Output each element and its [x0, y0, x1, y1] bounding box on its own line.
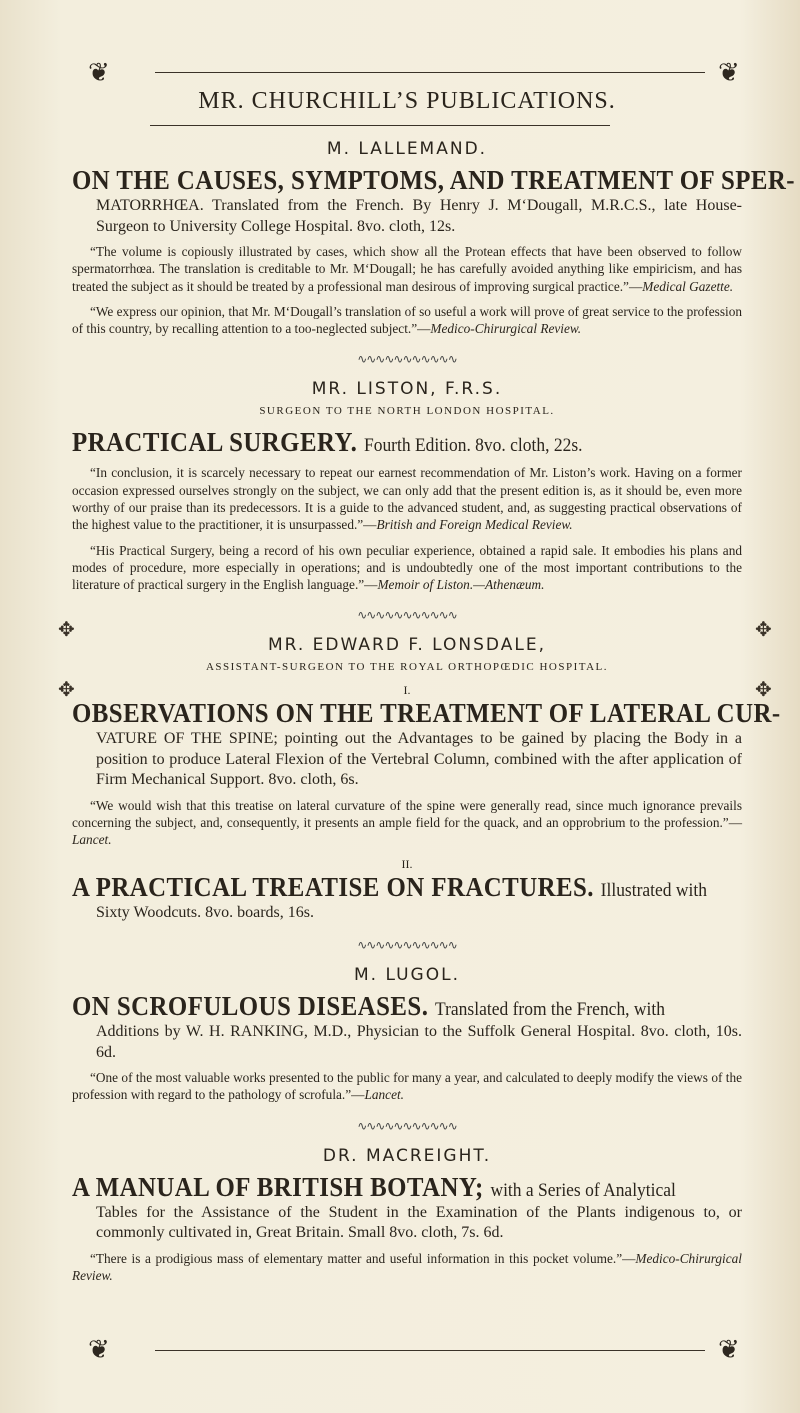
corner-ornament-icon: ❦	[88, 1335, 110, 1364]
book-description: Additions by W. H. RANKING, M.D., Physician to the Suffolk General Hospital. 8vo. cloth, 10s. 6d.	[96, 1023, 742, 1061]
publication-macreight	[72, 1146, 742, 1285]
wavy-divider: ∿∿∿∿∿∿∿∿∿∿∿	[357, 352, 457, 367]
book-description: MATORRHŒA. Translated from the French. By Henry J. M‘Dougall, M.R.C.S., late House-Surgeon to University College Hospital. 8vo. cloth, 12s.	[96, 197, 742, 235]
review-quote: “We express our opinion, that Mr. M‘Dougall’s translation of so useful a work will prove of great service to the profession of this country, by recalling attention to a too-neglected subject.”—Medico-Chirurgical Review.	[72, 303, 742, 337]
book-title: OBSERVATIONS ON THE TREATMENT OF LATERAL CUR-	[72, 698, 781, 729]
author-name: MR. LISTON, F.R.S.	[311, 379, 503, 400]
book-title: ON THE CAUSES, SYMPTOMS, AND TREATMENT OF SPER-	[72, 165, 796, 195]
review-quote: “The volume is copiously illustrated by cases, which show all the Protean effects that have been observed to follow spermatorrhœa. The translation is creditable to Mr. M‘Dougall; he has carefully avoided anything like empiricism, and has treated the subject as it should be treated by a professional man desirous of improving surgical practice.”—Medical Gazette.	[72, 243, 742, 294]
work-numeral: I.	[403, 683, 411, 698]
book-description: Tables for the Assistance of the Student in the Examination of the Plants indigenous to, or commonly cultivated in, Great Britain. Small 8vo. cloth, 7s. 6d.	[96, 1203, 742, 1242]
page-header: MR. CHURCHILL’S PUBLICATIONS.	[198, 88, 616, 114]
review-source: Medical Gazette.	[642, 278, 734, 294]
review-quote: “His Practical Surgery, being a record of his own peculiar experience, obtained a rapid sale. It embodies his plans and modes of procedure, more especially in operations; and is undoubtedly one of the most important contributions to the literature of practical surgery in the English language.”—Memoir of Liston.—Athenæum.	[72, 542, 742, 593]
author-name: DR. MACREIGHT.	[322, 1145, 492, 1166]
review-source: Memoir of Liston.—Athenæum.	[377, 577, 545, 593]
publications-list	[72, 82, 796, 1292]
wavy-divider: ∿∿∿∿∿∿∿∿∿∿∿	[357, 1118, 457, 1133]
publication-lugol	[72, 965, 742, 1104]
author-name: M. LUGOL.	[354, 965, 460, 986]
publication-lallemand	[72, 139, 796, 337]
publication-liston	[72, 379, 742, 593]
top-border-rule	[155, 72, 705, 73]
wavy-divider: ∿∿∿∿∿∿∿∿∿∿∿	[357, 608, 457, 623]
side-ornament-icon: ✥	[58, 619, 75, 641]
publication-lonsdale	[72, 635, 781, 923]
corner-ornament-icon: ❦	[718, 1335, 740, 1364]
review-source: Lancet.	[72, 832, 112, 848]
review-quote: “In conclusion, it is scarcely necessary to repeat our earnest recommendation of Mr. Liston’s work. Having on a former occasion expressed ourselves strongly on the subject, we can only add that the present edition is, as it should be, even more worthy of our praise than its predecessors. It is a guide to the advanced student, and, as suggesting practical observations of the highest value to the practitioner, it is unsurpassed.”—British and Foreign Medical Review.	[72, 465, 742, 533]
work-numeral: II.	[401, 856, 413, 871]
book-title: A PRACTICAL TREATISE ON FRACTURES. Illustrated with	[72, 871, 707, 902]
side-ornament-icon: ✥	[58, 679, 75, 701]
side-ornament-icon: ✥	[755, 679, 772, 701]
corner-ornament-icon: ❦	[718, 58, 740, 87]
corner-ornament-icon: ❦	[88, 58, 110, 87]
review-source: British and Foreign Medical Review.	[376, 517, 573, 533]
review-source: Medico-Chirurgical Review.	[72, 1250, 742, 1284]
author-name: M. LALLEMAND.	[326, 139, 488, 159]
review-quote: “One of the most valuable works presented to the public for many a year, and calculated to deeply modify the views of the profession with regard to the pathology of scrofula.”—Lancet.	[72, 1070, 742, 1103]
book-description: Sixty Woodcuts. 8vo. boards, 16s.	[96, 903, 314, 921]
review-quote: “We would wish that this treatise on lateral curvature of the spine were generally read, since much ignorance prevails concerning the subject, and, consequently, it presents an ample field for the quack, and an opprobrium to the profession.”—Lancet.	[72, 797, 742, 848]
book-title: ON SCROFULOUS DISEASES. Translated from the French, with	[72, 991, 665, 1022]
review-source: Medico-Chirurgical Review.	[430, 321, 582, 337]
author-role: SURGEON TO THE NORTH LONDON HOSPITAL.	[259, 405, 555, 418]
book-title: A MANUAL OF BRITISH BOTANY; with a Series of Analytical	[72, 1171, 676, 1202]
book-description: VATURE OF THE SPINE; pointing out the Advantages to be gained by placing the Body in a position to produce Lateral Flexion of the Vertebral Column, combined with the after application of Firm Mechanical Support. 8vo. cloth, 6s.	[96, 730, 742, 789]
book-title: PRACTICAL SURGERY. Fourth Edition. 8vo. cloth, 22s.	[72, 427, 583, 458]
wavy-divider: ∿∿∿∿∿∿∿∿∿∿∿	[357, 938, 457, 953]
review-quote: “There is a prodigious mass of elementary matter and useful information in this pocket volume.”—Medico-Chirurgical Review.	[72, 1250, 742, 1284]
author-name: MR. EDWARD F. LONSDALE,	[268, 635, 546, 656]
bottom-border-rule	[155, 1350, 705, 1351]
side-ornament-icon: ✥	[755, 619, 772, 641]
author-role: ASSISTANT-SURGEON TO THE ROYAL ORTHOPŒDIC HOSPITAL.	[205, 661, 609, 674]
review-source: Lancet.	[364, 1087, 404, 1103]
